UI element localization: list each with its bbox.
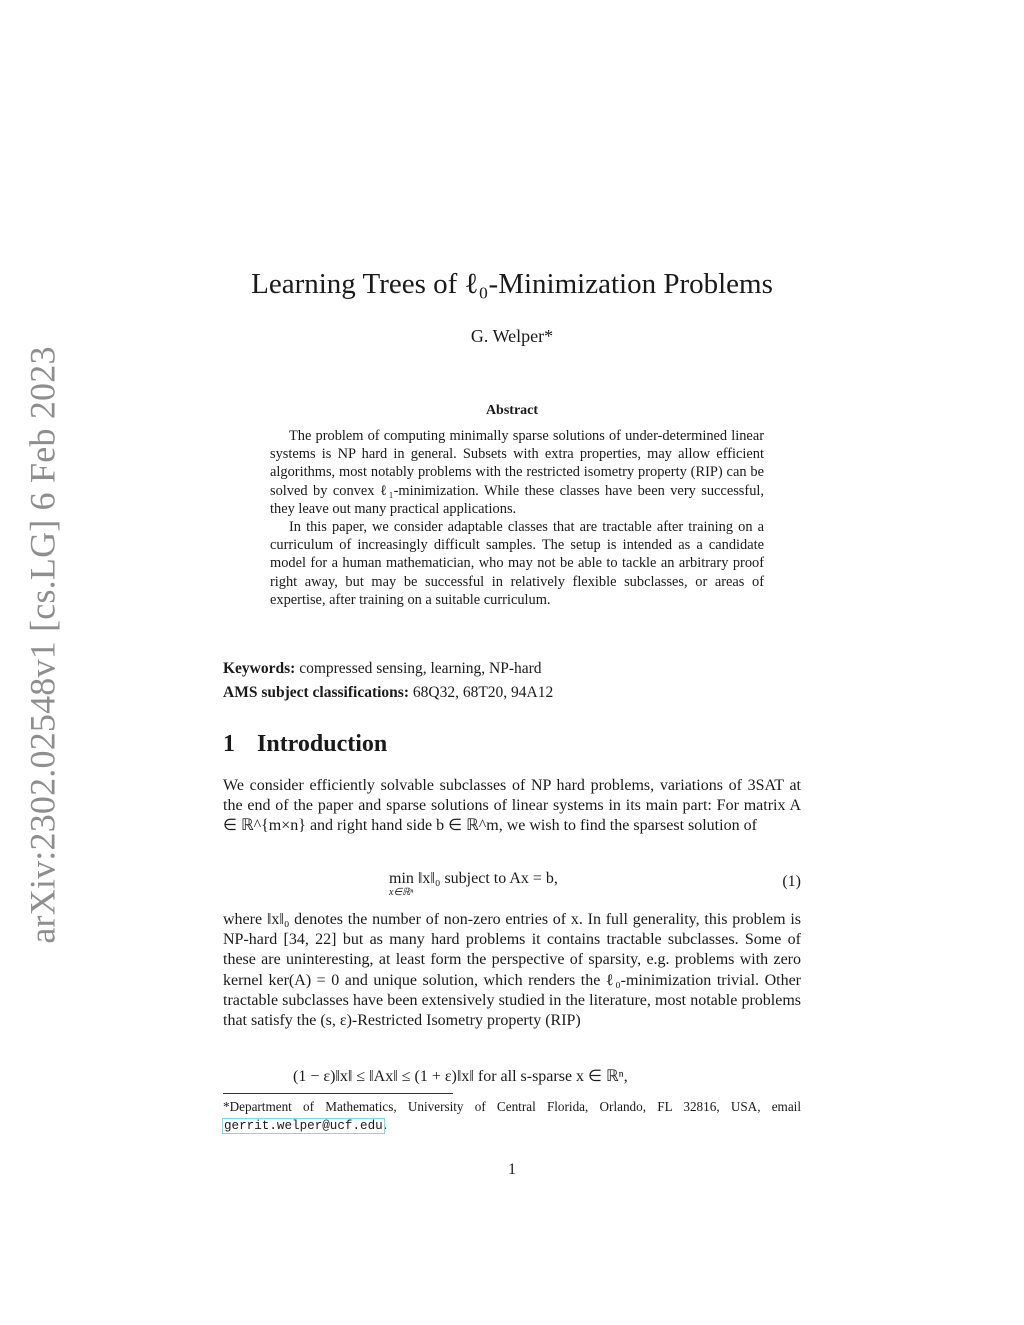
keywords-line: [223, 660, 801, 678]
intro-paragraph-1: [223, 776, 801, 837]
equation-expression: min ‖x‖₀ subject to Ax = b,: [389, 870, 558, 887]
author-name: G. Welper*: [470, 326, 554, 346]
equation-subscript: x∈ℝⁿ: [389, 887, 414, 898]
ams-classification-line: [223, 684, 801, 702]
equation-1: [223, 870, 801, 900]
intro-paragraph-1-text: We consider efficiently solvable subclasses of NP hard problems, variations of 3SAT at the end of the paper and sparse solutions of linear systems in its main part: For matrix A ∈ ℝ^{m×n} and right hand side b ∈ ℝ^m, we wish to find the sparsest solution of: [223, 777, 801, 835]
abstract-paragraph-2: In this paper, we consider adaptable classes that are tractable after training on a curriculum of increasingly difficult samples. The setup is intended as a candidate model for a human mathematician, who may not be able to tackle an arbitrary proof right away, but may be successful in relatively flexible subclasses, or areas of expertise, after training on a suitable curriculum.: [270, 519, 764, 608]
paper-title: Learning Trees of ℓ₀-Minimization Problems: [251, 268, 773, 300]
email-link[interactable]: gerrit.welper@ucf.edu: [224, 1119, 383, 1133]
arxiv-side-stamp: [23, 346, 64, 944]
abstract-body: [270, 427, 764, 609]
abstract-paragraph-1: The problem of computing minimally sparse solutions of under-determined linear systems is NP hard in general. Subsets with extra properties, may allow efficient algorithms, most notably problems with the restricted isometry property (RIP) can be solved by convex ℓ₁-minimization. While these classes have been very successful, they leave out many practical applications.: [270, 428, 764, 517]
ams-label: AMS subject classifications:: [223, 684, 409, 701]
section-number: 1: [223, 731, 235, 757]
arxiv-identifier: arXiv:2302.02548v1 [cs.LG] 6 Feb 2023: [23, 346, 64, 944]
keywords-value: compressed sensing, learning, NP-hard: [299, 660, 542, 677]
footnote-rule: [223, 1093, 453, 1094]
ams-value: 68Q32, 68T20, 94A12: [412, 684, 554, 701]
rip-inequality: (1 − ε)‖x‖ ≤ ‖Ax‖ ≤ (1 + ε)‖x‖ for all s-sparse x ∈ ℝⁿ,: [293, 1068, 628, 1085]
equation-number: (1): [782, 873, 801, 890]
intro-paragraph-2-text: where ‖x‖₀ denotes the number of non-zero entries of x. In full generality, this problem is NP-hard [34, 22] but as many hard problems it contains tractable subclasses. Some of these are uninteresting, at least form the perspective of sparsity, e.g. problems with zero kernel ker(A) = 0 and unique solution, which renders the ℓ₀-minimization trivial. Other tractable subclasses have been extensively studied in the literature, most notable problems that satisfy the (s, ε)-Restricted Isometry property (RIP): [223, 911, 801, 1030]
section-title: Introduction: [257, 731, 388, 757]
abstract-heading: Abstract: [485, 403, 539, 418]
footnote: *Department of Mathematics, University of Central Florida, Orlando, FL 32816, USA, email gerrit.welper@ucf.edu.: [223, 1099, 801, 1133]
intro-paragraph-2: [223, 910, 801, 1031]
footnote-text: *Department of Mathematics, University of Central Florida, Orlando, FL 32816, USA, email: [223, 1099, 801, 1114]
keywords-label: Keywords:: [223, 660, 296, 677]
page-number: 1: [508, 1161, 516, 1178]
section-heading: [223, 731, 387, 758]
